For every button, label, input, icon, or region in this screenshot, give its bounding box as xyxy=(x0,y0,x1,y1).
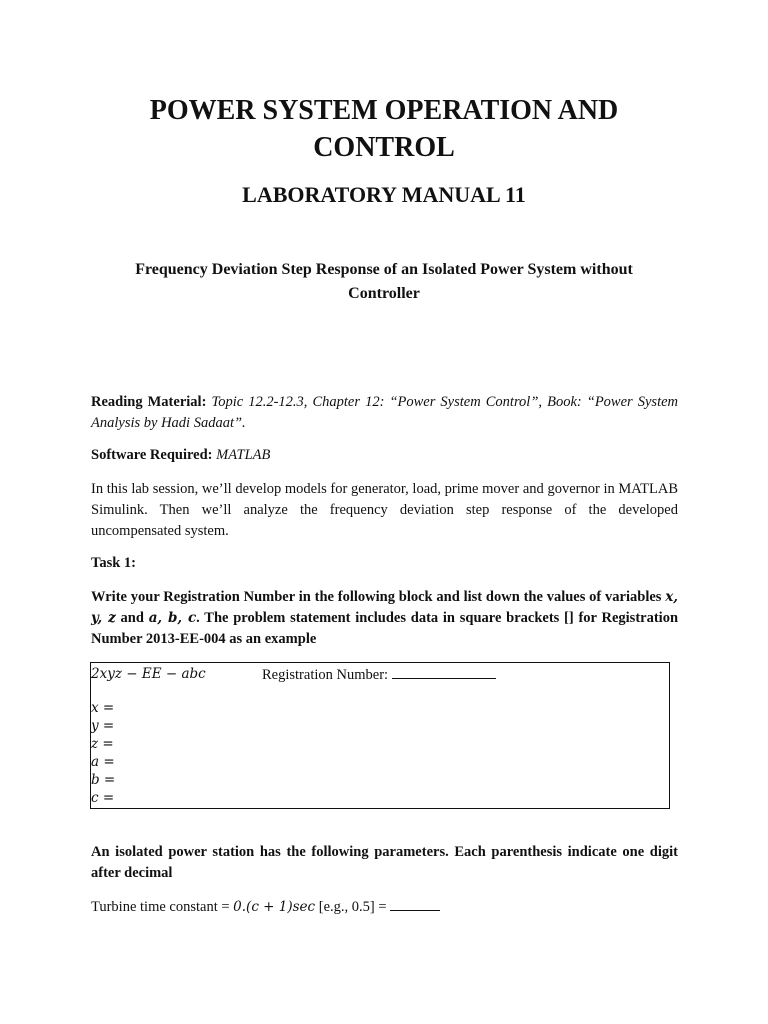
task-instructions xyxy=(91,587,678,650)
task-part-1: Write your Registration Number in the following block and list down the values of variables xyxy=(91,589,662,605)
station-parameters-intro: An isolated power station has the following parameters. Each parenthesis indicate one digit after decimal xyxy=(91,844,678,881)
turbine-formula: 0.(c + 1)sec xyxy=(233,899,316,915)
variable-c: c = xyxy=(91,790,115,806)
lab-topic-heading xyxy=(90,258,678,306)
registration-formula: 2xyz − EE − abc xyxy=(91,666,206,682)
heading-line-1: Frequency Deviation Step Response of an Isolated Power System without xyxy=(135,261,633,278)
title-line-1: POWER SYSTEM OPERATION AND xyxy=(149,95,619,126)
reading-material-text: Topic 12.2-12.3, Chapter 12: “Power System Control”, Book: “Power System Analysis by Hadi Sadaat”. xyxy=(91,394,679,431)
document-title xyxy=(60,92,708,166)
title-line-2: CONTROL xyxy=(313,132,455,163)
task-vars-abc: a, b, c xyxy=(148,610,197,626)
task-label: Task 1: xyxy=(91,555,137,571)
turbine-answer-blank[interactable] xyxy=(390,898,440,911)
reading-material xyxy=(91,392,678,434)
turbine-time-constant xyxy=(91,897,678,918)
registration-number-field[interactable] xyxy=(262,666,496,684)
software-required-label: Software Required: xyxy=(91,447,213,463)
reading-material-label: Reading Material: xyxy=(91,394,207,410)
registration-number-label: Registration Number: xyxy=(262,667,389,683)
lab-manual-number: LABORATORY MANUAL 11 xyxy=(242,182,526,207)
variable-a: a = xyxy=(91,754,115,770)
intro-paragraph: In this lab session, we’ll develop models for generator, load, prime mover and governor in MATLAB Simulink. Then we’ll analyze the frequency deviation step response of the developed uncompensated system. xyxy=(91,481,678,539)
registration-block xyxy=(90,662,670,809)
registration-number-blank[interactable] xyxy=(392,666,496,679)
turbine-label: Turbine time constant = xyxy=(91,899,230,915)
task-part-2: . The problem statement includes data in square brackets [] for Registration Number 2013-EE-004 as an example xyxy=(91,610,679,647)
variable-z: z = xyxy=(91,736,114,752)
task-and: and xyxy=(120,610,144,626)
software-required-value: MATLAB xyxy=(216,447,271,463)
variable-y: y = xyxy=(91,718,115,734)
software-required xyxy=(91,445,678,466)
turbine-example: [e.g., 0.5] = xyxy=(318,899,387,915)
variable-x: x = xyxy=(91,700,115,716)
heading-line-2: Controller xyxy=(348,285,420,302)
task-vars-xyz: x, y, z xyxy=(91,589,678,626)
variable-b: b = xyxy=(91,772,116,788)
